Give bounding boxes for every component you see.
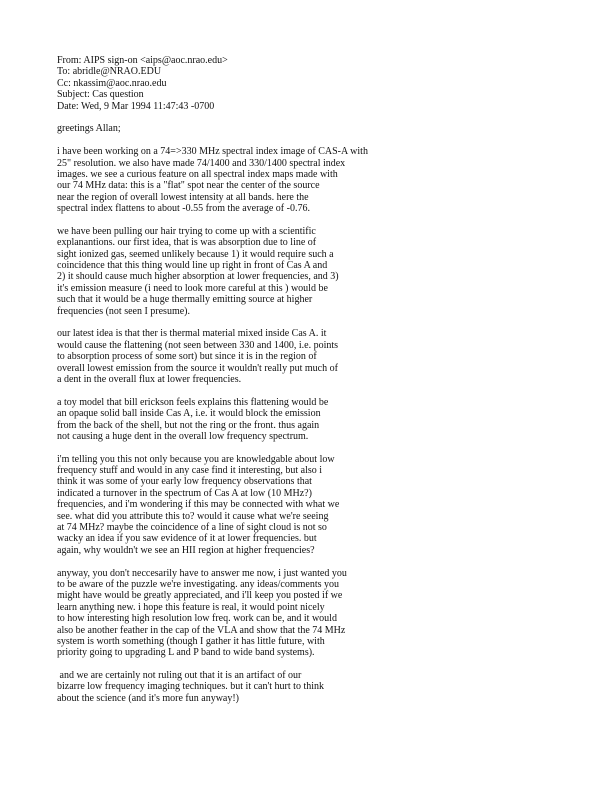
paragraph-line: not causing a huge dent in the overall low frequency spectrum.	[57, 430, 309, 442]
paragraph-line: coincidence that this thing would line up right in front of Cas A and	[57, 260, 328, 272]
paragraph-line: might have would be greatly appreciated, and i'll keep you posted if we	[57, 590, 343, 602]
paragraph-line: think it was some of your early low frequency observations that	[57, 476, 312, 488]
header-to: To: abridle@NRAO.EDU	[57, 66, 162, 78]
paragraph-line: i have been working on a 74=>330 MHz spectral index image of CAS-A with	[57, 146, 368, 158]
paragraph-line: 2) it should cause much higher absorption at lower frequencies, and 3)	[57, 271, 339, 283]
paragraph-line: to be aware of the puzzle we're investigating. any ideas/comments you	[57, 578, 339, 590]
greeting-line: greetings Allan;	[57, 123, 121, 135]
paragraph-line: we have been pulling our hair trying to come up with a scientific	[57, 225, 316, 237]
paragraph-line: a dent in the overall flux at lower frequencies.	[57, 373, 242, 385]
email-header	[57, 55, 557, 112]
paragraph-line: spectral index flattens to about -0.55 from the average of -0.76.	[57, 203, 310, 215]
body-paragraph	[57, 568, 557, 659]
header-cc: Cc: nkassim@aoc.nrao.edu	[57, 77, 167, 89]
paragraph-line: and we are certainly not ruling out that it is an artifact of our	[57, 670, 302, 682]
paragraph-line: 25" resolution. we also have made 74/1400 and 330/1400 spectral index	[57, 157, 346, 169]
paragraph-line: an opaque solid ball inside Cas A, i.e. it would block the emission	[57, 408, 321, 420]
paragraph-line: a toy model that bill erickson feels explains this flattening would be	[57, 396, 329, 408]
header-subject: Subject: Cas question	[57, 89, 144, 101]
paragraph-line: would cause the flattening (not seen between 330 and 1400, i.e. points	[57, 339, 339, 351]
body-paragraph	[57, 454, 557, 557]
body-paragraph	[57, 397, 557, 443]
paragraph-line: our 74 MHz data: this is a "flat" spot near the center of the source	[57, 180, 320, 192]
paragraph-line: our latest idea is that ther is thermal material mixed inside Cas A. it	[57, 328, 327, 340]
paragraph-line: overall lowest emission from the source it wouldn't really put much of	[57, 362, 338, 374]
paragraph-line: also be another feather in the cap of the VLA and show that the 74 MHz	[57, 624, 346, 636]
paragraph-line: about the science (and it's more fun anyway!)	[57, 692, 240, 704]
paragraph-line: from the back of the shell, but not the ring or the front. thus again	[57, 419, 320, 431]
greeting	[57, 123, 557, 134]
body-paragraph	[57, 226, 557, 317]
body-paragraph	[57, 328, 557, 385]
paragraph-line: it's emission measure (i need to look more careful at this ) would be	[57, 282, 328, 294]
email-document	[57, 55, 557, 716]
body-paragraph	[57, 670, 557, 704]
body-paragraph	[57, 146, 557, 214]
paragraph-line: learn anything new. i hope this feature is real, it would point nicely	[57, 601, 325, 613]
paragraph-line: wacky an idea if you saw evidence of it at lower frequencies. but	[57, 533, 317, 545]
paragraph-line: again, why wouldn't we see an HII region at higher frequencies?	[57, 544, 315, 556]
paragraph-line: to how interesting high resolution low freq. work can be, and it would	[57, 613, 337, 625]
paragraph-line: explanantions. our first idea, that is was absorption due to line of	[57, 237, 317, 249]
paragraph-line: to absorption process of some sort) but since it is in the region of	[57, 351, 317, 363]
paragraph-line: see. what did you attribute this to? would it cause what we're seeing	[57, 510, 329, 522]
paragraph-line: bizarre low frequency imaging techniques. but it can't hurt to think	[57, 681, 325, 693]
paragraph-line: frequencies (not seen I presume).	[57, 305, 190, 317]
paragraph-line: anyway, you don't neccesarily have to answer me now, i just wanted you	[57, 567, 347, 579]
paragraph-line: frequency stuff and would in any case find it interesting, but also i	[57, 465, 323, 477]
paragraph-line: at 74 MHz? maybe the coincidence of a line of sight cloud is not so	[57, 522, 327, 534]
paragraph-line: priority going to upgrading L and P band to wide band systems).	[57, 647, 315, 659]
paragraph-line: system is worth something (though I gather it has little future, with	[57, 635, 325, 647]
paragraph-line: near the region of overall lowest intensity at all bands. here the	[57, 191, 309, 203]
paragraph-line: frequencies, and i'm wondering if this may be connected with what we	[57, 499, 340, 511]
paragraph-line: sight ionized gas, seemed unlikely because 1) it would require such a	[57, 248, 334, 260]
paragraph-line: i'm telling you this not only because you are knowledgable about low	[57, 453, 335, 465]
header-date: Date: Wed, 9 Mar 1994 11:47:43 -0700	[57, 100, 215, 112]
paragraph-line: such that it would be a huge thermally emitting source at higher	[57, 294, 313, 306]
paragraph-line: indicated a turnover in the spectrum of Cas A at low (10 MHz?)	[57, 487, 312, 499]
header-from: From: AIPS sign-on <aips@aoc.nrao.edu>	[57, 55, 228, 66]
email-body	[57, 146, 557, 704]
paragraph-line: images. we see a curious feature on all spectral index maps made with	[57, 168, 338, 180]
